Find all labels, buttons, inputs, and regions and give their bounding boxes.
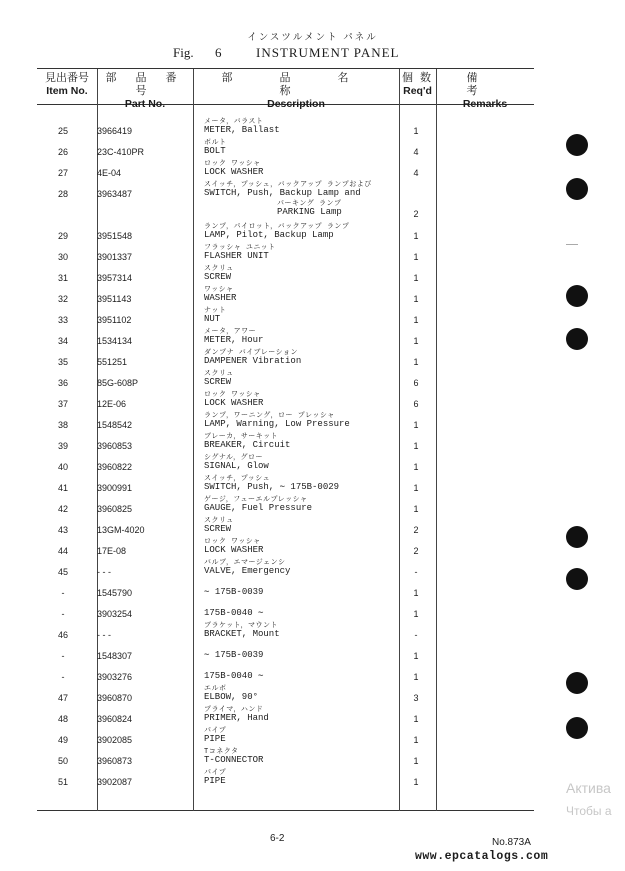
- quantity: 2: [413, 525, 419, 535]
- quantity: 4: [413, 147, 419, 157]
- part-number: - - -: [97, 567, 111, 577]
- table-row: [37, 350, 534, 371]
- part-number: 3960853: [97, 441, 133, 451]
- table-row: [37, 455, 534, 476]
- column-header-remarks: [436, 72, 534, 111]
- item-number: 27: [57, 168, 68, 178]
- description: SCREW: [204, 377, 232, 387]
- description-kana: バルブ，エマージェンシ: [204, 559, 286, 567]
- description: SCREW: [204, 524, 232, 534]
- table-row: [37, 665, 534, 686]
- column-header-part: [97, 72, 193, 111]
- quantity: 1: [413, 756, 419, 766]
- item-number: 50: [57, 756, 68, 766]
- item-number: -: [61, 651, 65, 661]
- item-number: 44: [57, 546, 68, 556]
- quantity: -: [414, 630, 418, 640]
- description-kana: スクリュ: [204, 517, 234, 525]
- part-number: - - -: [97, 630, 111, 640]
- table-row: [37, 392, 534, 413]
- quantity: 6: [413, 399, 419, 409]
- description: PRIMER, Hand: [204, 713, 269, 723]
- table-row: [37, 644, 534, 665]
- figure-label: Fig.: [173, 45, 194, 60]
- table-row: [37, 287, 534, 308]
- quantity: 1: [413, 294, 419, 304]
- description-kana: スクリュ: [204, 370, 234, 378]
- item-number: -: [61, 609, 65, 619]
- quantity: 1: [413, 504, 419, 514]
- description: SCREW: [204, 272, 232, 282]
- description: SWITCH, Push, ∼ 175B-0029: [204, 482, 340, 492]
- table-row: [37, 581, 534, 602]
- part-number: 1534134: [97, 336, 133, 346]
- item-number: 46: [57, 630, 68, 640]
- quantity: 1: [413, 420, 419, 430]
- item-number: 31: [57, 273, 68, 283]
- part-number: 3951548: [97, 231, 133, 241]
- item-number: 39: [57, 441, 68, 451]
- description: PARKING Lamp: [277, 207, 342, 217]
- description: LOCK WASHER: [204, 545, 264, 555]
- column-header-qty-en: Req'd: [403, 85, 432, 97]
- description: BOLT: [204, 146, 226, 156]
- website-url: www.epcatalogs.com: [415, 850, 549, 863]
- item-number: 34: [57, 336, 68, 346]
- description-kana: パイプ: [204, 769, 227, 777]
- page-number: 6-2: [270, 833, 285, 844]
- part-number: 1545790: [97, 588, 133, 598]
- part-number: 3960870: [97, 693, 133, 703]
- description: FLASHER UNIT: [204, 251, 269, 261]
- table-row: [37, 539, 534, 560]
- part-number: 13GM-4020: [97, 525, 145, 535]
- description: SIGNAL, Glow: [204, 461, 269, 471]
- item-number: 49: [57, 735, 68, 745]
- column-header-description: [193, 72, 399, 111]
- quantity: 1: [413, 357, 419, 367]
- column-header-description-en: Description: [267, 98, 325, 110]
- column-header-remarks-jp: 備 考: [466, 72, 504, 97]
- document-number: No.873A: [492, 837, 531, 848]
- figure-title: INSTRUMENT PANEL: [256, 45, 400, 60]
- table-row: [37, 686, 534, 707]
- table-row: [37, 224, 534, 245]
- quantity: 1: [413, 651, 419, 661]
- binder-hole: [566, 328, 588, 350]
- description: BREAKER, Circuit: [204, 440, 291, 450]
- description-kana: ランプ，パイロット，バックアップ ランプ: [204, 223, 350, 231]
- quantity: 1: [413, 609, 419, 619]
- item-number: 35: [57, 357, 68, 367]
- part-number: 17E-08: [97, 546, 127, 556]
- item-number: 26: [57, 147, 68, 157]
- description-kana: メータ，バラスト: [204, 118, 264, 126]
- description-kana: パイプ: [204, 727, 227, 735]
- activation-watermark-sub: Чтобы а: [566, 804, 612, 818]
- quantity: 3: [413, 693, 419, 703]
- description-kana: ダンプナ バイブレーション: [204, 349, 299, 357]
- quantity: 1: [413, 462, 419, 472]
- description-kana: ボルト: [204, 139, 227, 147]
- description: GAUGE, Fuel Pressure: [204, 503, 313, 513]
- item-number: 38: [57, 420, 68, 430]
- description-kana: ナット: [204, 307, 227, 315]
- table-bottom-rule: [37, 810, 534, 811]
- table-row: [37, 518, 534, 539]
- part-number: 3903254: [97, 609, 133, 619]
- description-kana: ゲージ，フューエルプレッシャ: [204, 496, 308, 504]
- item-number: 36: [57, 378, 68, 388]
- table-row: [37, 497, 534, 518]
- part-number: 12E-06: [97, 399, 127, 409]
- table-row: [37, 140, 534, 161]
- description: ∼ 175B-0039: [204, 587, 264, 597]
- description-kana: エルボ: [204, 685, 227, 693]
- quantity: 2: [413, 209, 419, 219]
- table-row: [37, 602, 534, 623]
- description: PIPE: [204, 734, 226, 744]
- table-row: [37, 728, 534, 749]
- item-number: 45: [57, 567, 68, 577]
- description-kana: Tコネクタ: [204, 748, 239, 756]
- part-number: 4E-04: [97, 168, 122, 178]
- part-number: 3951102: [97, 315, 132, 325]
- quantity: 1: [413, 672, 419, 682]
- part-number: 3902087: [97, 777, 133, 787]
- part-number: 3951143: [97, 294, 132, 304]
- table-row: [37, 181, 534, 219]
- description: METER, Ballast: [204, 125, 280, 135]
- quantity: 1: [413, 315, 419, 325]
- part-number: 3900991: [97, 483, 133, 493]
- part-number: 3960822: [97, 462, 133, 472]
- description: LOCK WASHER: [204, 398, 264, 408]
- column-header-item-jp: 見出番号: [45, 72, 89, 84]
- description-kana: メータ，アワー: [204, 328, 257, 336]
- quantity: 1: [413, 735, 419, 745]
- description-kana: ロック ワッシャ: [204, 538, 261, 546]
- column-header-item: [37, 72, 97, 98]
- table-top-rule: [37, 68, 534, 69]
- description-kana: ロック ワッシャ: [204, 160, 261, 168]
- part-number: 3960824: [97, 714, 133, 724]
- column-header-remarks-en: Remarks: [462, 98, 508, 110]
- item-number: 51: [57, 777, 68, 787]
- item-number: 42: [57, 504, 68, 514]
- quantity: 1: [413, 483, 419, 493]
- description: VALVE, Emergency: [204, 566, 291, 576]
- description-kana: ロック ワッシャ: [204, 391, 261, 399]
- description: ∼ 175B-0039: [204, 650, 264, 660]
- description: WASHER: [204, 293, 237, 303]
- figure-number: 6: [215, 45, 222, 60]
- activation-watermark: Актива: [566, 780, 611, 796]
- part-number: 3902085: [97, 735, 133, 745]
- item-number: 28: [57, 189, 68, 199]
- description: 175B-0040 ∼: [204, 608, 264, 618]
- part-number: 3960873: [97, 756, 133, 766]
- item-number: 25: [57, 126, 68, 136]
- column-header-qty-jp: 個 数: [401, 72, 434, 84]
- column-header-description-jp: 部 品 名 称: [221, 72, 371, 97]
- table-row: [37, 119, 534, 140]
- table-row: [37, 161, 534, 182]
- part-number: 3903276: [97, 672, 133, 682]
- item-number: 43: [57, 525, 68, 535]
- item-number: 29: [57, 231, 68, 241]
- table-row: [37, 245, 534, 266]
- table-row: [37, 413, 534, 434]
- quantity: 1: [413, 777, 419, 787]
- item-number: 30: [57, 252, 68, 262]
- part-number: 3957314: [97, 273, 133, 283]
- part-number: 23C-410PR: [97, 147, 145, 157]
- description-kana: プライマ，ハンド: [204, 706, 264, 714]
- table-row: [37, 476, 534, 497]
- part-number: 3963487: [97, 189, 133, 199]
- item-number: 41: [57, 483, 68, 493]
- quantity: 1: [413, 714, 419, 724]
- table-row: [37, 560, 534, 581]
- part-number: 3901337: [97, 252, 133, 262]
- binder-hole: [566, 568, 588, 590]
- table-row: [37, 308, 534, 329]
- description-kana: スクリュ: [204, 265, 234, 273]
- item-number: -: [61, 588, 65, 598]
- quantity: 1: [413, 252, 419, 262]
- description: BRACKET, Mount: [204, 629, 280, 639]
- item-number: 33: [57, 315, 68, 325]
- part-number: 3960825: [97, 504, 133, 514]
- description-kana: ランプ，ワーニング，ロー プレッシャ: [204, 412, 335, 420]
- description: LAMP, Pilot, Backup Lamp: [204, 230, 334, 240]
- item-number: 47: [57, 693, 68, 703]
- part-number: 3966419: [97, 126, 133, 136]
- description-kana: スイッチ，プッシュ: [204, 475, 271, 483]
- description-kana: シグナル，グロー: [204, 454, 263, 462]
- table-row: [37, 329, 534, 350]
- binder-hole: [566, 285, 588, 307]
- item-number: 32: [57, 294, 68, 304]
- column-header-part-en: Part No.: [124, 98, 166, 110]
- description: 175B-0040 ∼: [204, 671, 264, 681]
- description-kana: ワッシャ: [204, 286, 234, 294]
- binder-hole: [566, 178, 588, 200]
- item-number: 40: [57, 462, 68, 472]
- description-kana: ブラケット，マウント: [204, 622, 279, 630]
- table-row: [37, 749, 534, 770]
- part-number: 1548542: [97, 420, 133, 430]
- part-number: 551251: [97, 357, 128, 367]
- description: PIPE: [204, 776, 226, 786]
- item-number: -: [61, 672, 65, 682]
- description: DAMPENER Vibration: [204, 356, 302, 366]
- quantity: 1: [413, 273, 419, 283]
- description: ELBOW, 90°: [204, 692, 259, 702]
- table-row: [37, 707, 534, 728]
- quantity: 4: [413, 168, 419, 178]
- column-header-part-jp: 部 品 番 号: [105, 72, 185, 97]
- column-header-item-en: Item No.: [46, 85, 88, 97]
- description: LOCK WASHER: [204, 167, 264, 177]
- binder-hole: [566, 134, 588, 156]
- description: T-CONNECTOR: [204, 755, 264, 765]
- binder-hole: [566, 717, 588, 739]
- scan-speck: [566, 244, 578, 245]
- binder-hole: [566, 526, 588, 548]
- table-row: [37, 623, 534, 644]
- description: NUT: [204, 314, 221, 324]
- part-number: 85G-608P: [97, 378, 139, 388]
- figure-title-japanese: インスツルメント パネル: [247, 32, 378, 43]
- item-number: 37: [57, 399, 68, 409]
- binder-hole: [566, 672, 588, 694]
- column-header-qty: [399, 72, 436, 98]
- description-kana: フラッシャ ユニット: [204, 244, 276, 252]
- quantity: 6: [413, 378, 419, 388]
- quantity: -: [414, 567, 418, 577]
- description: SWITCH, Push, Backup Lamp and: [204, 188, 361, 198]
- table-row: [37, 434, 534, 455]
- item-number: 48: [57, 714, 68, 724]
- description: METER, Hour: [204, 335, 264, 345]
- part-number: 1548307: [97, 651, 133, 661]
- description-kana: スイッチ，プッシュ，バックアップ ランプおよび: [204, 181, 372, 189]
- quantity: 1: [413, 441, 419, 451]
- table-row: [37, 371, 534, 392]
- quantity: 1: [413, 126, 419, 136]
- table-row: [37, 266, 534, 287]
- description: LAMP, Warning, Low Pressure: [204, 419, 350, 429]
- quantity: 1: [413, 588, 419, 598]
- table-row: [37, 770, 534, 791]
- description-kana: パーキング ランプ: [277, 200, 342, 208]
- description-kana: ブレーカ，サーキット: [204, 433, 279, 441]
- quantity: 1: [413, 231, 419, 241]
- quantity: 2: [413, 546, 419, 556]
- quantity: 1: [413, 336, 419, 346]
